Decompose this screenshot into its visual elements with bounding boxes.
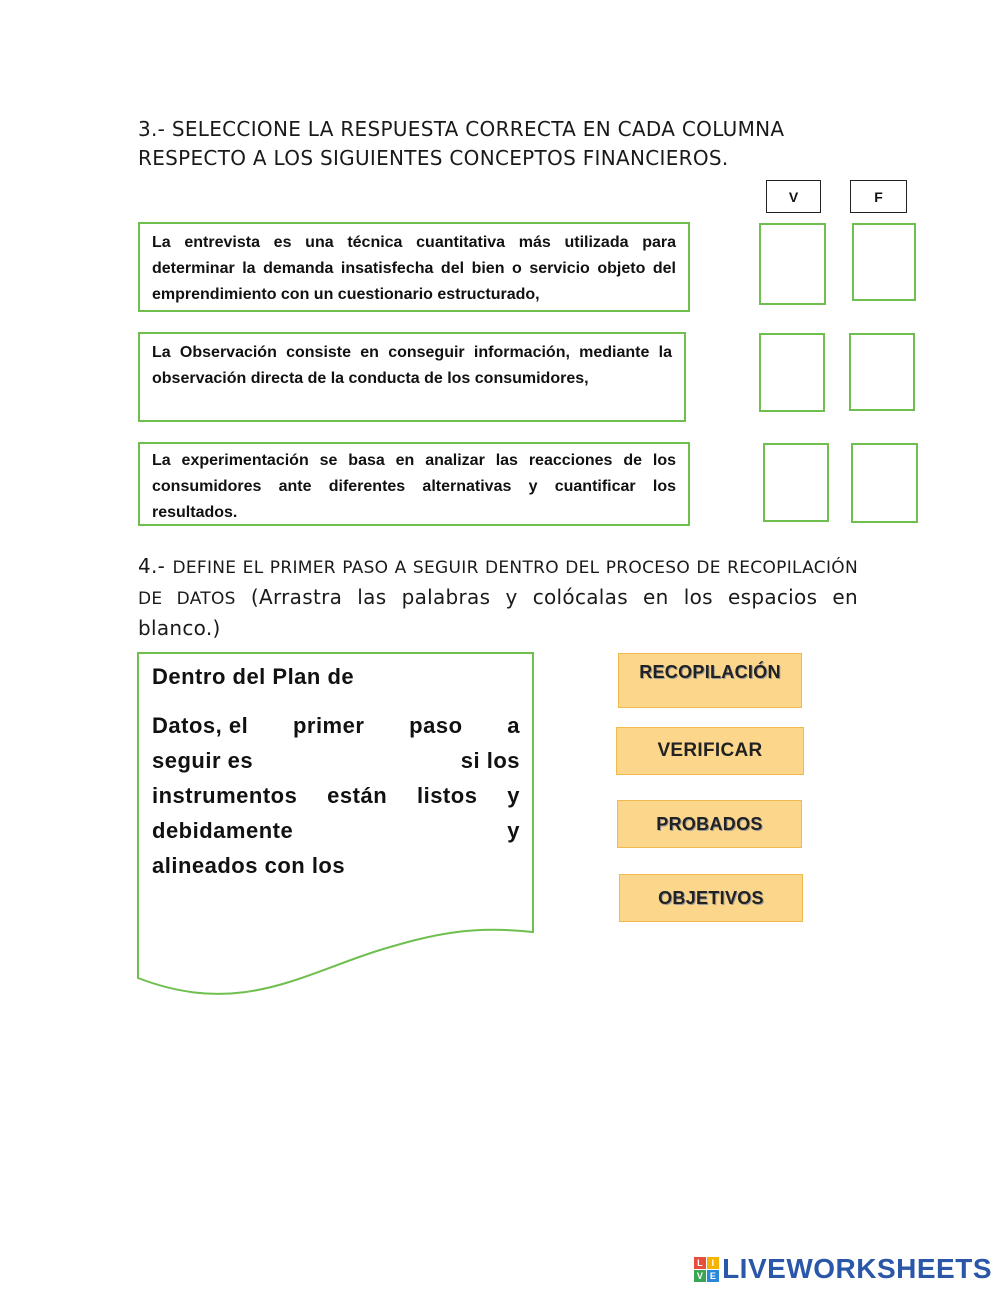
word-recopilacion[interactable]: RECOPILACIÓN (618, 653, 802, 708)
question-3-title-line-2: RESPECTO A LOS SIGUIENTES CONCEPTOS FINANCIEROS. (138, 146, 729, 170)
statement-3-false-box[interactable] (851, 443, 918, 523)
line-4-word-1: debidamente (152, 818, 294, 843)
statement-2: La Observación consiste en conseguir información, mediante la observación directa de la conducta de los consumidores, (138, 332, 686, 422)
document-heading: Dentro del Plan de (152, 664, 355, 689)
line-1-word-3: paso (409, 713, 463, 738)
statement-3: La experimentación se basa en analizar las reacciones de los consumidores ante diferentes alternativas y cuantificar los resultados. (138, 442, 690, 526)
logo-mark-v: V (694, 1270, 706, 1282)
question-4-heading (138, 552, 858, 643)
statement-2-false-box[interactable] (849, 333, 915, 411)
line-3-word-1: instrumentos (152, 783, 298, 808)
paragraph-line-4 (152, 813, 520, 848)
line-1-word-1: Datos, el (152, 713, 249, 738)
paragraph-line-2 (152, 743, 520, 778)
statement-1-false-box[interactable] (852, 223, 916, 301)
statement-1-true-box[interactable] (759, 223, 826, 305)
paragraph-line-1 (152, 708, 520, 743)
statement-3-true-box[interactable] (763, 443, 829, 522)
line-1-word-2: primer (292, 713, 365, 738)
logo-mark-l: L (694, 1257, 706, 1269)
line-4-word-2: y (507, 818, 520, 843)
paragraph-line-3 (152, 778, 520, 813)
question-3-title-line-1: 3.- SELECCIONE LA RESPUESTA CORRECTA EN CADA COLUMNA (138, 117, 785, 141)
line-2-word-2: si los (460, 748, 520, 773)
line-1-word-4: a (507, 713, 520, 738)
line-2-word-1: seguir es (152, 748, 254, 773)
liveworksheets-logo (694, 1253, 992, 1285)
word-probados[interactable]: PROBADOS (617, 800, 802, 848)
false-column-header: F (850, 180, 907, 213)
question-4-title: DEFINE EL PRIMER PASO A SEGUIR DENTRO DEL PROCESO DE RECOPILACIÓN DE DATOS (138, 558, 858, 609)
logo-icon (694, 1257, 719, 1282)
line-3-word-4: y (507, 783, 520, 808)
question-4-instruction: (Arrastra las palabras y colócalas en los espacios en blanco.) (138, 585, 858, 640)
paragraph-line-5 (152, 848, 520, 883)
line-5-word-1: alineados con los (152, 853, 346, 878)
logo-mark-i: I (707, 1257, 719, 1269)
line-3-word-2: están (327, 783, 388, 808)
logo-text: LIVEWORKSHEETS (722, 1253, 992, 1284)
line-3-word-3: listos (416, 783, 478, 808)
statement-2-true-box[interactable] (759, 333, 825, 412)
question-3-heading (138, 115, 858, 173)
statement-1: La entrevista es una técnica cuantitativa más utilizada para determinar la demanda insatisfecha del bien o servicio objeto del emprendimiento con un cuestionario estructurado, (138, 222, 690, 312)
word-verificar[interactable]: VERIFICAR (616, 727, 804, 775)
true-column-header: V (766, 180, 821, 213)
logo-mark-e: E (707, 1270, 719, 1282)
word-objetivos[interactable]: OBJETIVOS (619, 874, 803, 922)
question-4-number: 4.- (138, 554, 166, 578)
document-paragraph (152, 708, 520, 883)
